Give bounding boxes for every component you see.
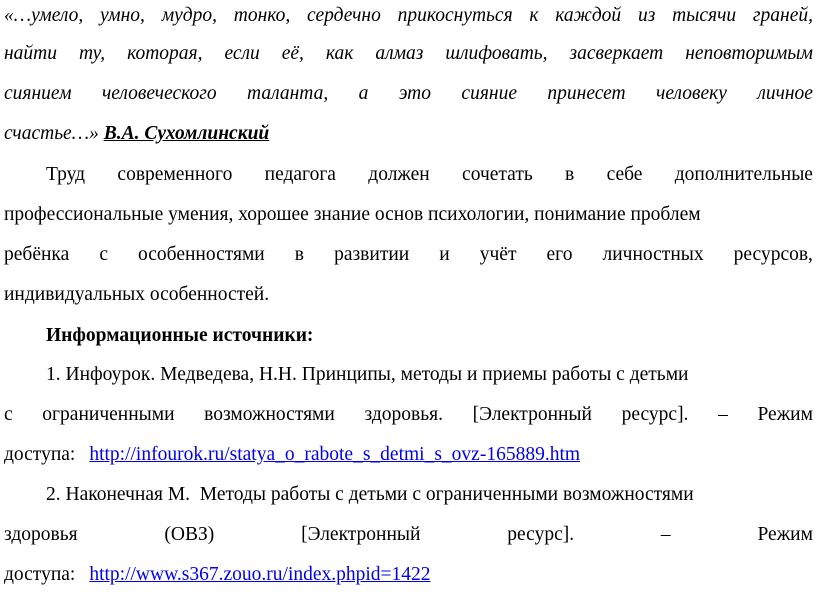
source-word: Режим [757,524,813,545]
source-word: Режим [757,404,813,425]
quote-word: как [325,43,354,64]
quote-word: таланта, [247,83,329,104]
paragraph-word: и [439,244,450,265]
paragraph-word: особенностями [138,244,265,265]
source-text: 2. Наконечная М. Методы работы с детьми с ограниченными возможностями [46,484,694,505]
source-word: – [660,524,671,545]
quote-line-3 [4,82,813,108]
quote-word: к [529,5,539,26]
paragraph-line-4 [4,283,813,309]
quote-word: сиянием [4,83,72,104]
source-word: с [4,404,13,425]
quote-word: это [398,83,431,104]
source-2-line-1 [46,483,813,509]
quote-word: засверкает [569,43,664,64]
source-text: 1. Инфоурок. Медведева, Н.Н. Принципы, методы и приемы работы с детьми [46,364,689,385]
source-word: [Электронный [472,404,592,425]
quote-word: принесет [547,83,626,104]
source-2-link[interactable]: http://www.s367.zouo.ru/index.phpid=1422 [89,564,431,585]
paragraph-word: в [294,244,305,265]
quote-word: личное [757,83,813,104]
paragraph-word: сочетать [462,164,533,185]
source-word: здоровья. [364,404,443,425]
quote-word: алмаз [375,43,424,64]
paragraph-word: развитии [334,244,410,265]
source-1-line-1 [46,363,813,389]
paragraph-word: его [546,244,573,265]
source-1-line-2 [4,403,813,429]
quote-word: прикоснуться [397,5,513,26]
quote-word: умно, [100,5,145,26]
source-1-link[interactable]: http://infourok.ru/statya_o_rabote_s_detmi_s_ovz-165889.htm [89,444,581,465]
paragraph-word: должен [368,164,430,185]
quote-word: граней, [752,5,813,26]
paragraph-word: ребёнка [4,244,70,265]
quote-ending: счастье…» [4,123,104,144]
quote-word: каждой [555,5,622,26]
quote-word: человеку [656,83,727,104]
quote-word: а [358,83,369,104]
paragraph-text: индивидуальных особенностей. [4,284,270,305]
quote-word: «…умело, [4,5,84,26]
paragraph-word: себе [606,164,643,185]
paragraph-line-2 [4,203,813,229]
quote-line-1 [4,4,813,30]
quote-word: из [637,5,656,26]
sources-heading [46,324,813,350]
source-word: ограниченными [42,404,175,425]
paragraph-word: ресурсов, [733,244,813,265]
quote-word: тонко, [233,5,291,26]
paragraph-text: профессиональные умения, хорошее знание основ психологии, понимание проблем [4,204,701,225]
paragraph-word: учёт [479,244,517,265]
source-word: (ОВЗ) [164,524,215,545]
source-word: [Электронный [301,524,421,545]
source-word: ресурс]. [621,404,689,425]
quote-word: если [224,43,260,64]
paragraph-word: в [565,164,575,185]
source-word: здоровья [4,524,78,545]
paragraph-word: Труд [46,164,86,185]
access-label: доступа: [4,564,76,585]
quote-word: сияние [461,83,517,104]
paragraph-word: дополнительные [674,164,813,185]
quote-word: ту, [78,43,106,64]
source-2-line-2 [4,523,813,549]
quote-author: В.А. Сухомлинский [103,123,270,144]
quote-word: человеческого [101,83,217,104]
paragraph-line-1 [46,163,813,189]
quote-word: которая, [127,43,203,64]
paragraph-word: с [99,244,108,265]
quote-word: шлифовать, [445,43,548,64]
source-1-line-3 [4,443,813,469]
quote-word: сердечно [307,5,381,26]
quote-word: мудро, [161,5,217,26]
paragraph-word: личностных [602,244,704,265]
paragraph-word: педагога [264,164,336,185]
quote-word: неповторимым [685,43,813,64]
source-2-line-3 [4,563,813,589]
quote-word: найти [4,43,58,64]
quote-word: её, [281,43,304,64]
quote-line-2 [4,42,813,68]
source-word: – [718,404,728,425]
paragraph-line-3 [4,243,813,269]
paragraph-word: современного [117,164,233,185]
sources-heading-text: Информационные источники: [46,325,314,346]
source-word: ресурс]. [507,524,575,545]
access-label: доступа: [4,444,76,465]
source-word: возможностями [204,404,335,425]
quote-word: тысячи [672,5,737,26]
quote-line-4 [4,122,813,148]
